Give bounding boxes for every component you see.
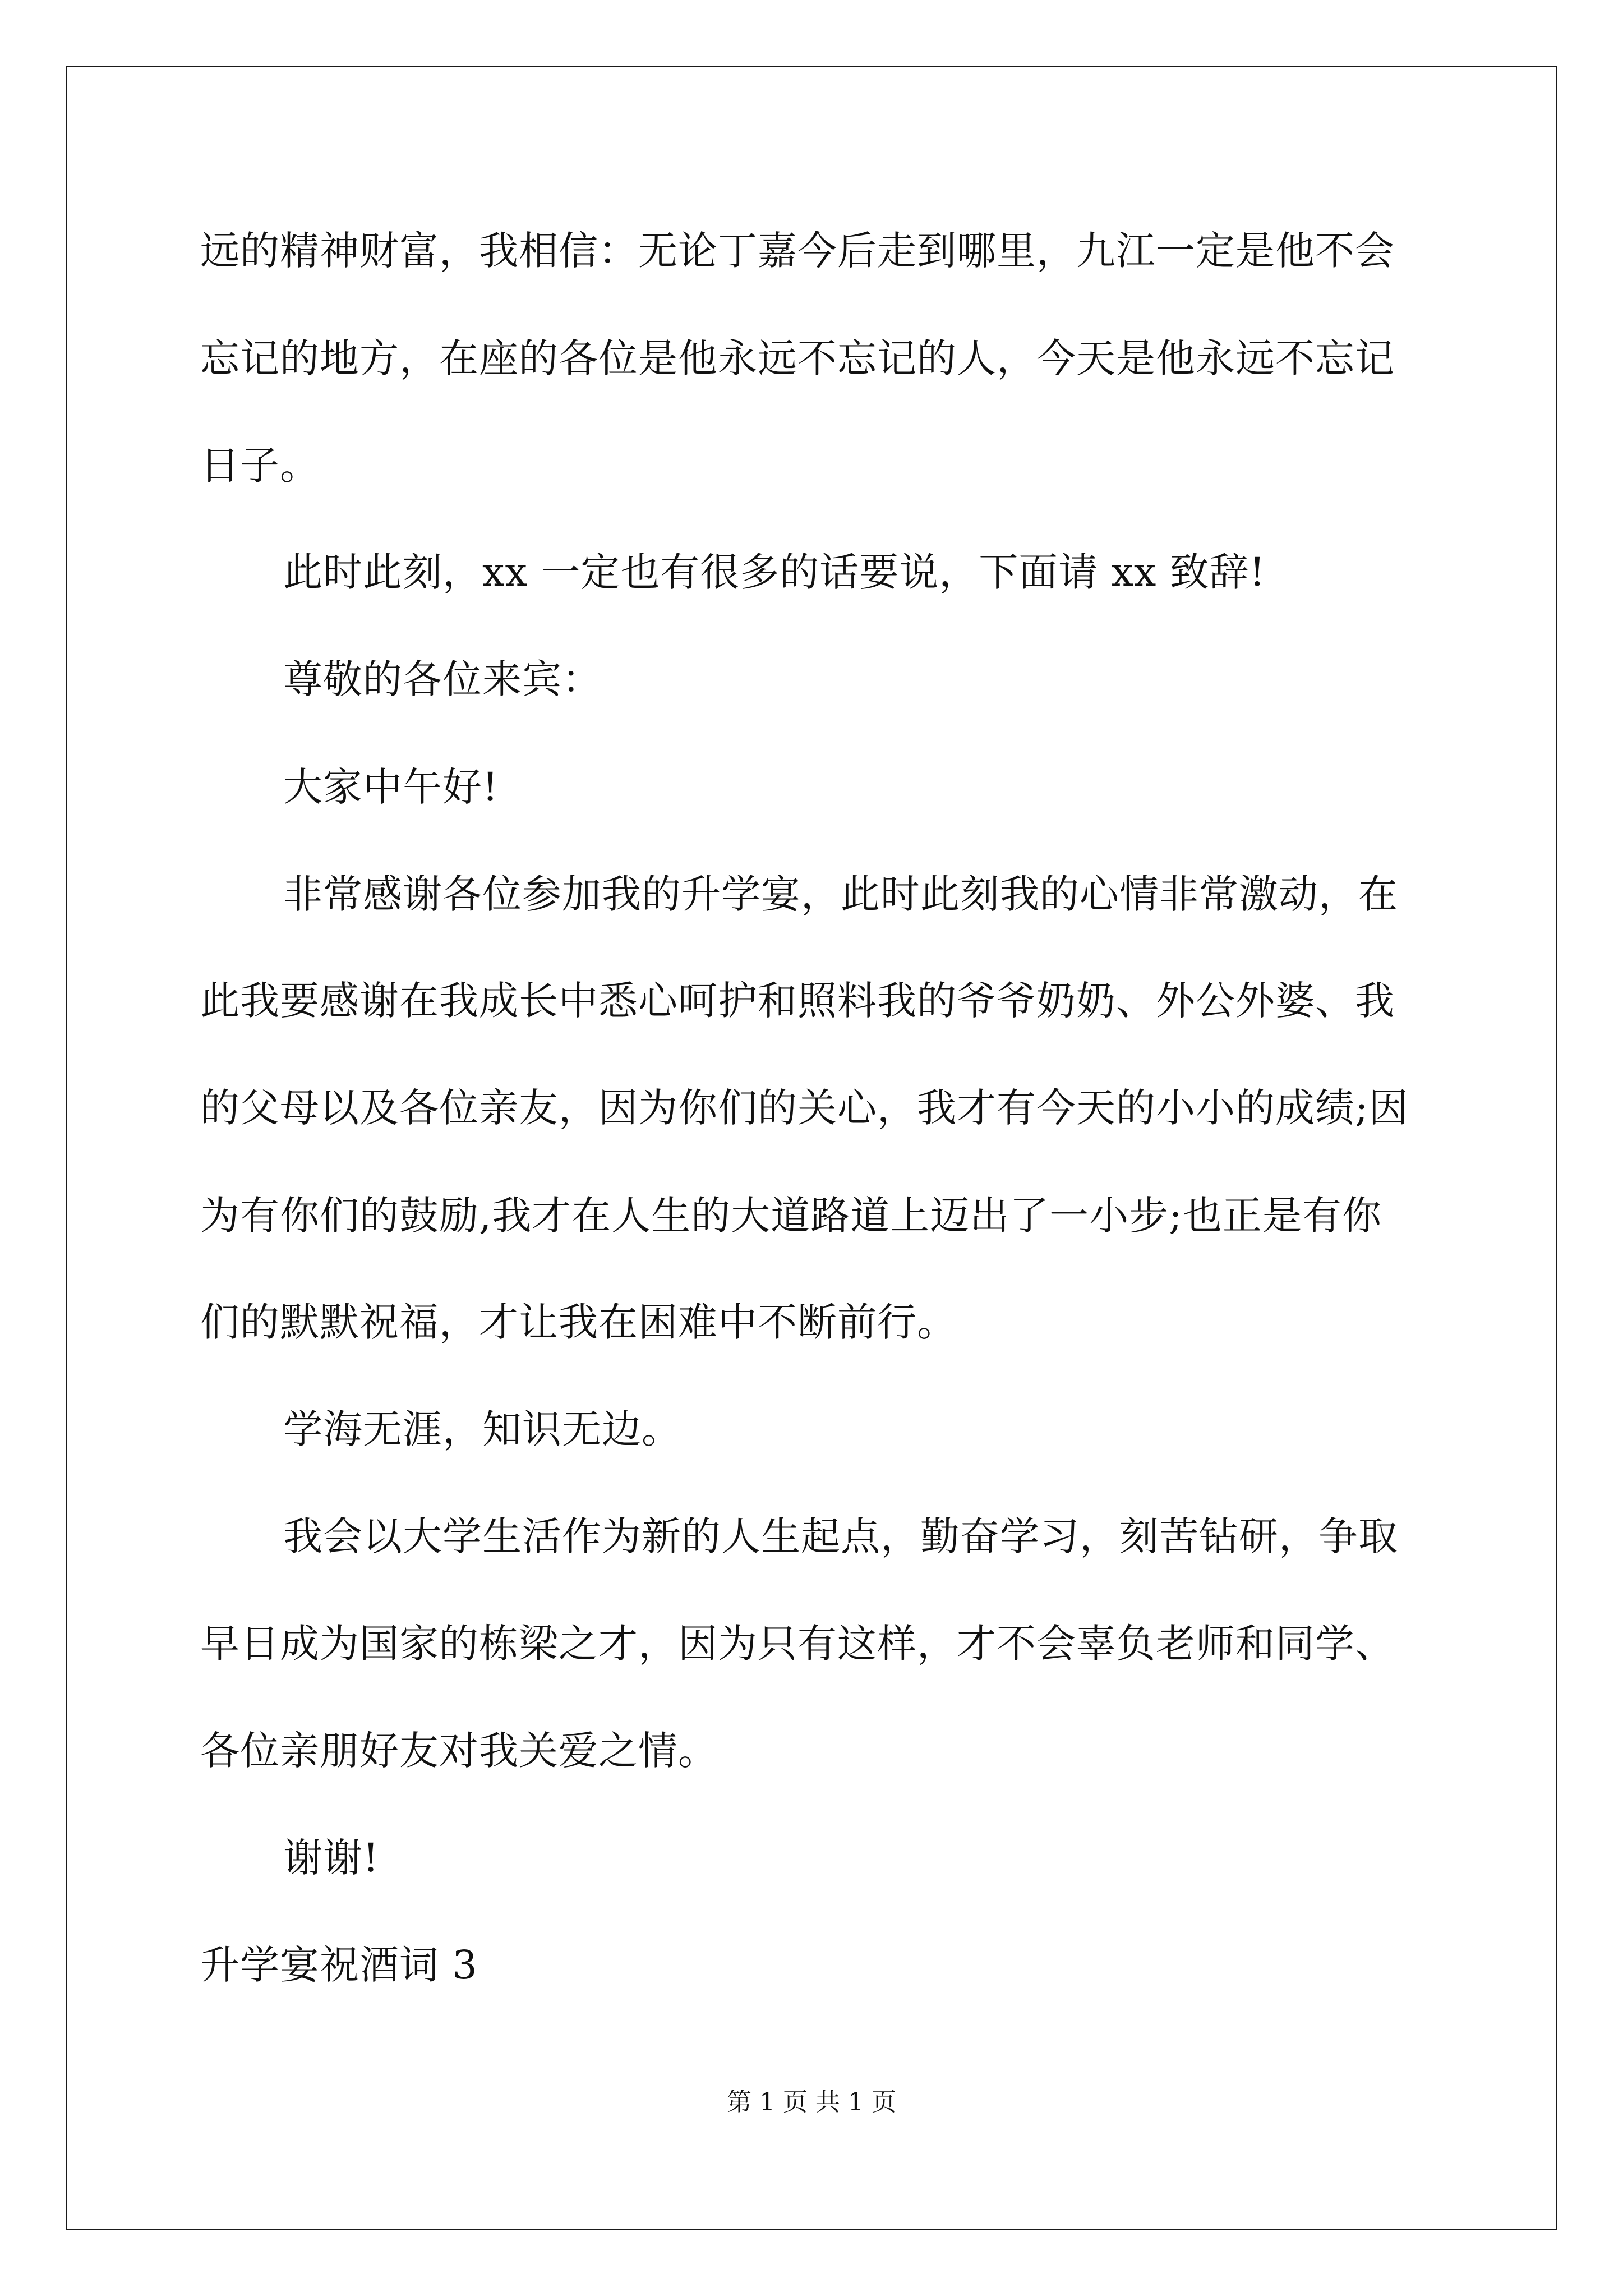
text-line: 早日成为国家的栋梁之才，因为只有这样，才不会辜负老师和同学、 (200, 1621, 1395, 1667)
paragraph-line: 学海无涯，知识无边。 (283, 1406, 681, 1452)
text-line: 远的精神财富，我相信：无论丁嘉今后走到哪里，九江一定是他不会 (200, 228, 1395, 274)
text-line: 们的默默祝福，才让我在困难中不断前行。 (200, 1299, 957, 1345)
text-line: 为有你们的鼓励,我才在人生的大道路道上迈出了一小步;也正是有你 (200, 1193, 1382, 1239)
paragraph-line: 非常感谢各位参加我的升学宴，此时此刻我的心情非常激动，在 (283, 871, 1398, 917)
paragraph-line: 我会以大学生活作为新的人生起点，勤奋学习，刻苦钻研，争取 (283, 1513, 1398, 1559)
greeting: 大家中午好! (283, 764, 499, 810)
page-footer: 第 1 页 共 1 页 (727, 2088, 896, 2116)
text-line: 各位亲朋好友对我关爱之情。 (200, 1728, 718, 1774)
section-heading: 升学宴祝酒词 3 (200, 1942, 478, 1988)
paragraph-line: 此时此刻，xx 一定也有很多的话要说，下面请 xx 致辞! (283, 549, 1266, 595)
salutation: 尊敬的各位来宾： (283, 656, 602, 702)
text-line: 日子。 (200, 443, 320, 489)
text-line: 的父母以及各位亲友，因为你们的关心，我才有今天的小小的成绩;因 (200, 1085, 1409, 1131)
text-line: 此我要感谢在我成长中悉心呵护和照料我的爷爷奶奶、外公外婆、我 (200, 978, 1395, 1024)
text-line: 忘记的地方，在座的各位是他永远不忘记的人，今天是他永远不忘记 (200, 335, 1395, 381)
page-border (66, 66, 1557, 2230)
closing-line: 谢谢! (283, 1835, 380, 1881)
